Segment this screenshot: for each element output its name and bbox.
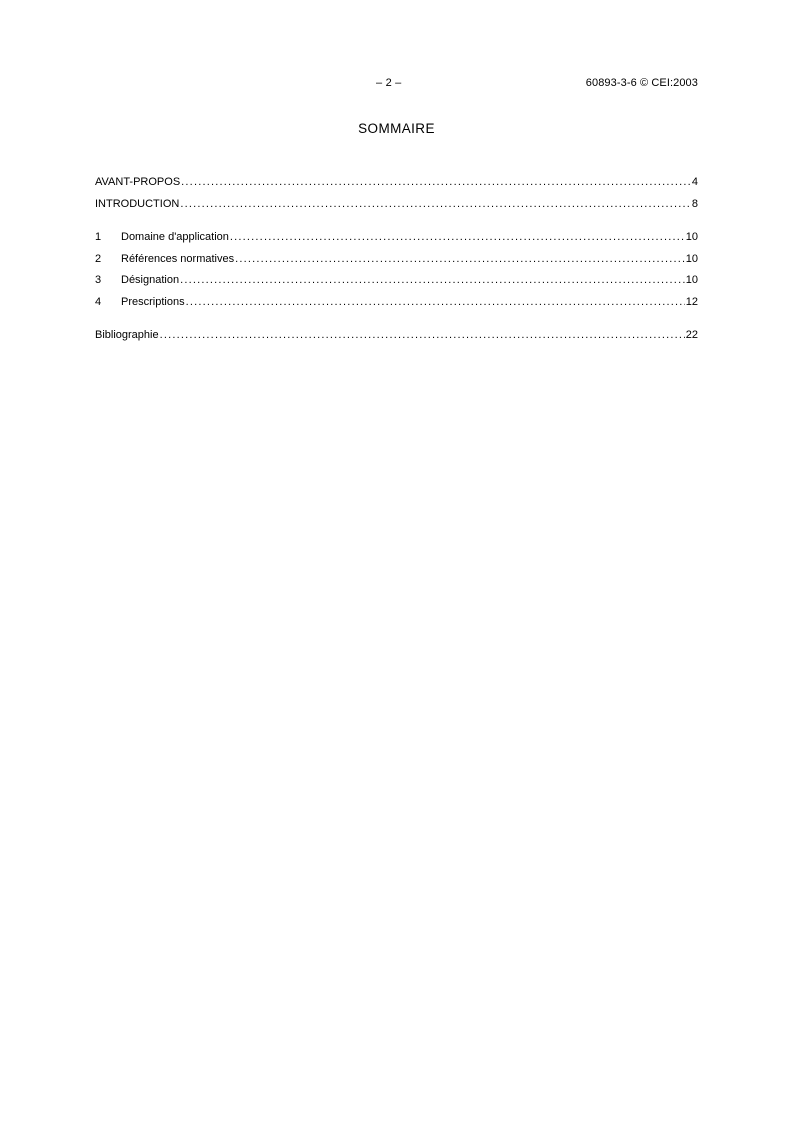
- toc-dot-leader: [235, 249, 685, 271]
- toc-entry-page: 22: [685, 329, 698, 341]
- toc-dot-leader: [181, 172, 691, 194]
- table-of-contents: [95, 172, 698, 347]
- toc-entry-label: Références normatives: [121, 252, 235, 265]
- toc-entry-page: 4: [691, 176, 698, 188]
- toc-entry-label: AVANT-PROPOS: [95, 176, 181, 188]
- toc-entry-label: Bibliographie: [95, 329, 159, 341]
- toc-entry-label: Domaine d'application: [121, 231, 229, 243]
- toc-back-matter: [95, 325, 698, 347]
- toc-entry-label: INTRODUCTION: [95, 197, 180, 210]
- toc-entry-page: 12: [685, 295, 698, 308]
- toc-entry-bibliographie[interactable]: [95, 325, 698, 347]
- toc-entry-number: 4: [95, 295, 102, 308]
- toc-entry-label: Désignation: [121, 274, 180, 286]
- toc-entry-number: 1: [95, 231, 102, 243]
- toc-dot-leader: [160, 325, 685, 347]
- toc-dot-leader: [180, 194, 691, 216]
- toc-entry-page: 10: [685, 274, 698, 286]
- toc-entry-page: 10: [685, 252, 698, 265]
- toc-entry-label: Prescriptions: [121, 295, 185, 308]
- toc-front-matter: [95, 172, 698, 215]
- toc-entry-number: 2: [95, 252, 102, 265]
- toc-entry-domaine-application[interactable]: [95, 227, 698, 249]
- toc-entry-introduction[interactable]: [95, 194, 698, 216]
- document-id: 60893-3-6 © CEI:2003: [585, 77, 698, 89]
- toc-entry-references-normatives[interactable]: [95, 249, 698, 271]
- toc-sections: [95, 227, 698, 313]
- toc-entry-avant-propos[interactable]: [95, 172, 698, 194]
- page-number: – 2 –: [376, 77, 402, 89]
- toc-entry-prescriptions[interactable]: [95, 292, 698, 314]
- toc-dot-leader: [230, 227, 685, 249]
- toc-entry-number: 3: [95, 274, 102, 286]
- toc-entry-page: 10: [685, 231, 698, 243]
- toc-dot-leader: [180, 270, 685, 292]
- toc-title: SOMMAIRE: [358, 121, 435, 136]
- toc-entry-designation[interactable]: [95, 270, 698, 292]
- toc-entry-page: 8: [691, 197, 698, 210]
- toc-dot-leader: [186, 292, 685, 314]
